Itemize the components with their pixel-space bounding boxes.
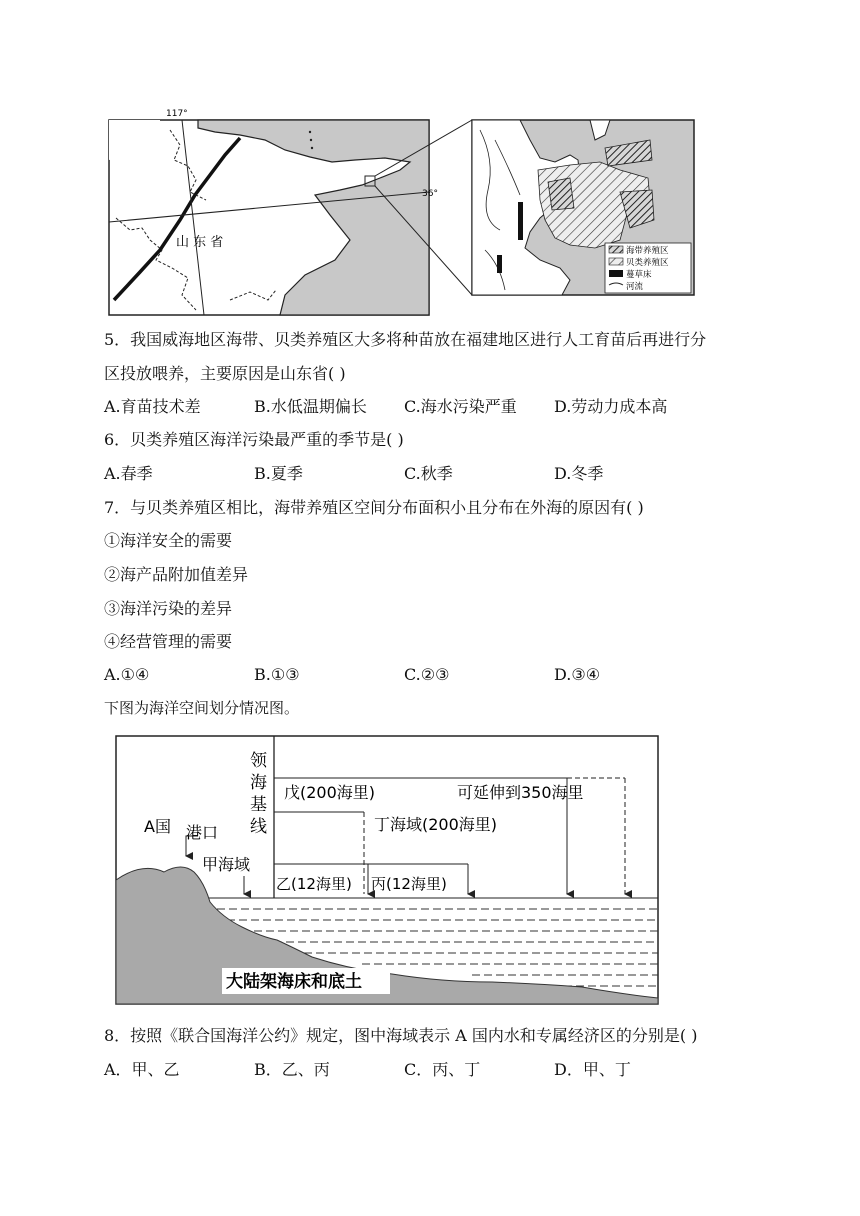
q8-option-c: C．丙、丁 [404,1060,481,1079]
extend-350-label: 可延伸到350海里 [457,783,584,802]
q5-option-b: B.水低温期偏长 [254,397,367,416]
jia-label: 甲海域 [202,855,251,874]
q6-option-a: A.春季 [104,464,153,483]
q7-item-2: ②海产品附加值差异 [104,565,249,584]
q5-option-d: D.劳动力成本高 [554,397,668,416]
q8-option-b: B．乙、丙 [254,1060,330,1079]
q8-stem: 8．按照《联合国海洋公约》规定，图中海域表示 A 国内水和专属经济区的分别是( ) [104,1026,698,1045]
q7-option-c: C.②③ [404,665,450,684]
q5-stem-line1: 5．我国威海地区海带、贝类养殖区大多将种苗放在福建地区进行人工育苗后再进行分 [104,330,707,349]
legend-river-label: 河流 [626,282,644,292]
yi-label: 乙(12海里) [276,875,352,893]
q7-item-1: ①海洋安全的需要 [104,531,233,550]
country-a-label: A国 [144,817,171,836]
q7-option-d: D.③④ [554,665,601,684]
q7-stem: 7．与贝类养殖区相比，海带养殖区空间分布面积小且分布在外海的原因有( ) [104,498,644,517]
shandong-map-svg [100,100,700,320]
sea-zone-svg [112,732,662,1010]
q7-item-4: ④经营管理的需要 [104,632,233,651]
q6-stem: 6．贝类养殖区海洋污染最严重的季节是( ) [104,430,404,449]
hatch-sparse-icon [609,258,623,265]
sea-figure-intro: 下图为海洋空间划分情况图。 [104,699,300,717]
q7-option-a: A.①④ [104,665,150,684]
baseline-char-3: 基 [250,795,267,815]
ding-label: 丁海域(200海里) [374,815,498,834]
shelf-label: 大陆架海床和底土 [226,972,362,992]
hatch-dense-icon [609,246,623,253]
q5-option-a: A.育苗技术差 [104,397,201,416]
q7-option-b: B.①③ [254,665,300,684]
solid-black-icon [609,270,623,277]
bing-label: 丙(12海里) [371,875,447,893]
shandong-map-figure [100,100,700,320]
q6-option-b: B.夏季 [254,464,303,483]
lat-label: 36° [422,189,438,199]
q8-option-a: A．甲、乙 [104,1060,180,1079]
legend-kelp-label: 海带养殖区 [626,246,669,256]
wu-label: 戊(200海里) [284,783,376,802]
eelgrass-bed-1 [518,202,523,240]
province-label: 山 东 省 [176,235,224,250]
sea-zone-figure [112,732,662,1010]
legend-eelgrass-label: 蔓草床 [626,270,652,280]
q7-item-3: ③海洋污染的差异 [104,599,233,618]
q5-stem-line2: 区投放喂养，主要原因是山东省( ) [104,364,346,383]
legend-shellfish-label: 贝类养殖区 [626,258,669,268]
baseline-char-2: 海 [250,773,267,793]
q8-option-d: D．甲、丁 [554,1060,631,1079]
lon-label: 117° [166,109,188,119]
kelp-area-3 [548,178,574,210]
port-label: 港口 [186,823,219,842]
eelgrass-bed-2 [497,255,502,273]
baseline-char-4: 线 [250,817,267,837]
q5-option-c: C.海水污染严重 [404,397,517,416]
q6-option-d: D.冬季 [554,464,604,483]
baseline-char-1: 领 [250,751,267,771]
q6-option-c: C.秋季 [404,464,453,483]
